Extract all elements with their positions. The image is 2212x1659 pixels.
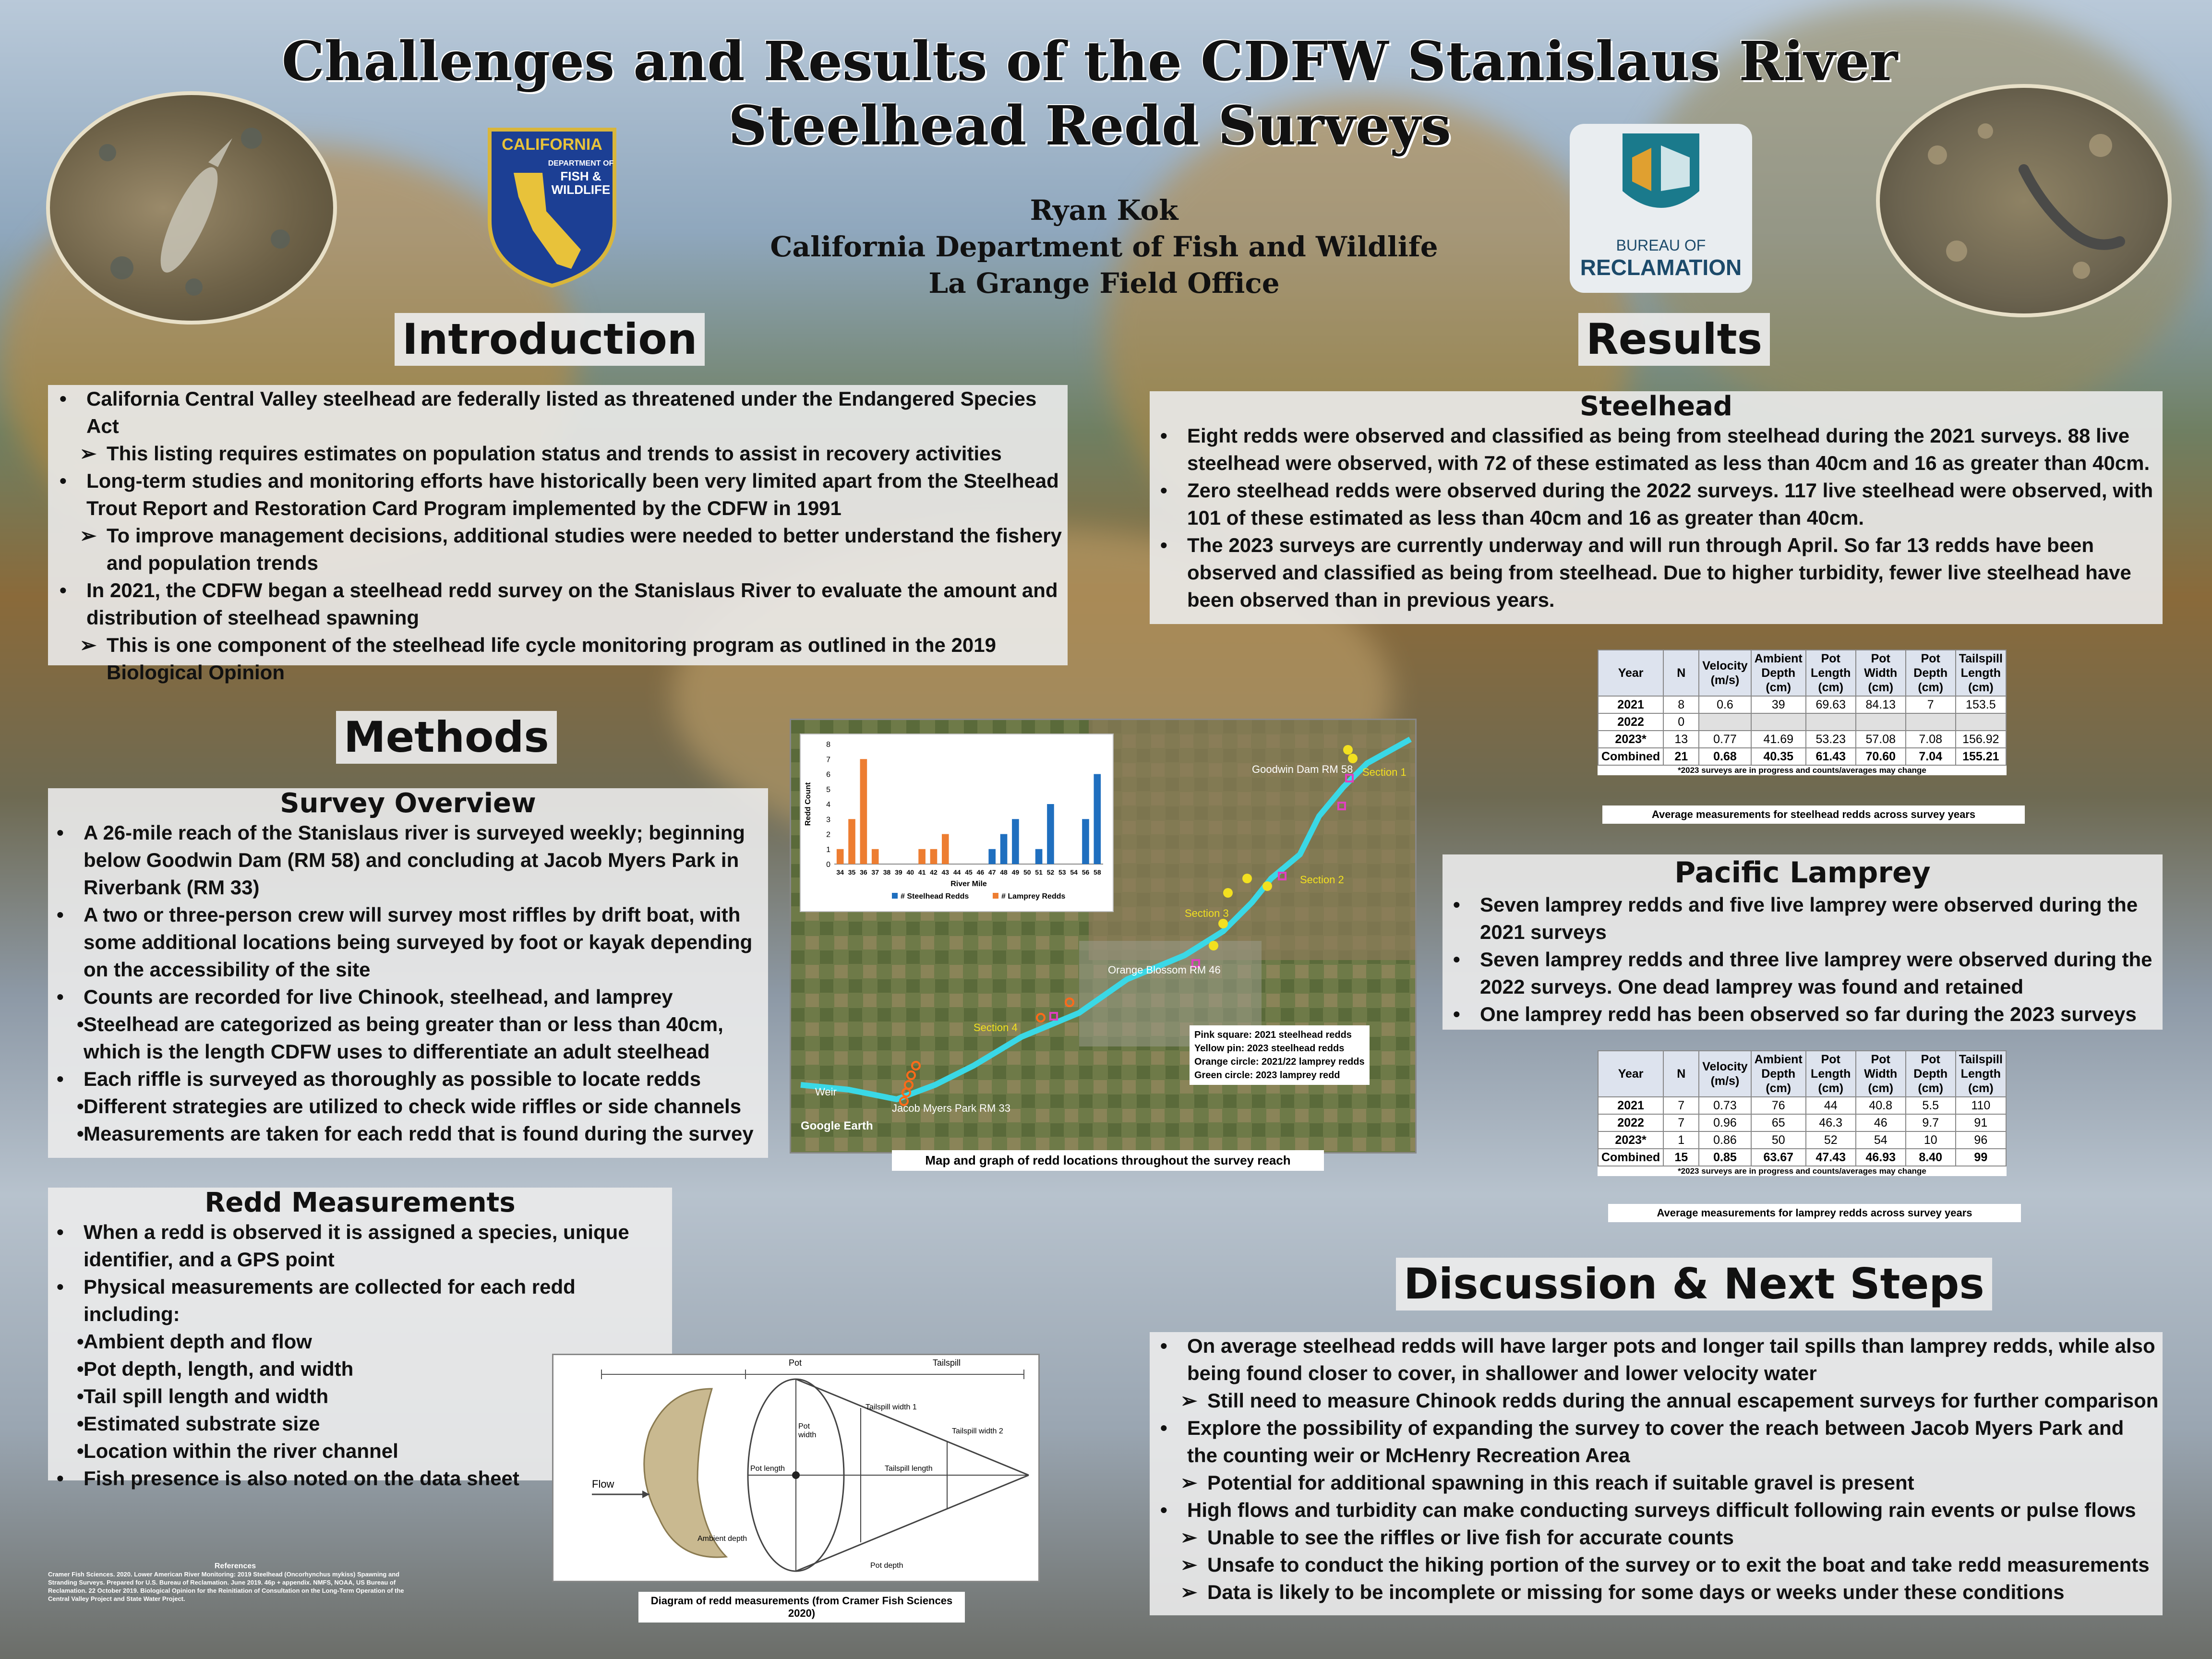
table-cell: 46	[1856, 1114, 1906, 1131]
y-tick-label: 2	[826, 830, 830, 839]
references-text: Cramer Fish Sciences. 2020. Lower American River Monitoring: 2019 Steelhead (Oncorhynchus mykiss) Spawning and Stranding Surveys. Prepared for U.S. Bureau of Reclamation. June 2019. 46p + appendix. NMFS, NOAA, US Bureau of Reclamation. 22 October 2019. Biological Opinion for the Reinitiation of Consultation on the Long-Term Operation of the Central Valley Project and State Water Project.	[48, 1571, 404, 1602]
table-cell: 46.93	[1856, 1149, 1906, 1166]
lamprey-table-caption: Average measurements for lamprey redds across survey years	[1608, 1204, 2021, 1222]
lamprey-title: Pacific Lamprey	[1674, 856, 1931, 890]
table-cell: 1	[1663, 1131, 1699, 1149]
x-tick-label: 38	[883, 868, 891, 876]
goodwin-dam-label: Goodwin Dam RM 58	[1252, 763, 1353, 775]
map-figure-caption: Map and graph of redd locations throughout the survey reach	[892, 1150, 1324, 1171]
steelhead-results-list	[1154, 422, 2159, 613]
table-cell: 53.23	[1806, 731, 1856, 748]
y-tick-label: 1	[826, 845, 830, 854]
table-header-cell: Pot Width (cm)	[1856, 650, 1906, 696]
survey-overview-title: Survey Overview	[280, 788, 536, 819]
table-row	[1598, 1149, 2006, 1166]
table-cell: 47.43	[1806, 1149, 1856, 1166]
table-header-cell: N	[1663, 650, 1699, 696]
table-cell: 7.04	[1906, 748, 1956, 765]
list-item: • Seven lamprey redds and three live lamprey were observed during the 2022 surveys. One dead lamprey was found and retained	[1446, 946, 2159, 1000]
x-tick-label: 44	[953, 868, 961, 876]
cdfw-logo-text: WILDLIFE	[551, 182, 611, 197]
lamprey-bar	[848, 819, 855, 864]
lamprey-bar	[930, 849, 938, 864]
x-tick-label: 47	[988, 868, 996, 876]
table-cell: 2023*	[1598, 731, 1663, 748]
legend-pink-square: Pink square: 2021 steelhead redds	[1194, 1030, 1352, 1040]
pot-label: Pot	[789, 1358, 802, 1368]
table-cell: 91	[1956, 1114, 2006, 1131]
author-block	[672, 192, 1536, 301]
x-axis-label: River Mile	[950, 880, 987, 888]
legend-green-circle: Green circle: 2023 lamprey redd	[1194, 1070, 1340, 1081]
discussion-box	[1150, 1332, 2163, 1615]
lamprey-results-box	[1443, 854, 2163, 1030]
legend-swatch	[993, 893, 998, 899]
map-figure	[790, 719, 1417, 1154]
x-tick-label: 36	[860, 868, 867, 876]
legend-orange-circle: Orange circle: 2021/22 lamprey redds	[1194, 1057, 1365, 1067]
flow-label: Flow	[592, 1478, 614, 1490]
list-item: • Steelhead are categorized as being greater than or less than 40cm, which is the length CDFW uses to differentiate an adult steelhead	[50, 1010, 766, 1065]
list-item: • Each riffle is surveyed as thoroughly as possible to locate redds	[50, 1065, 766, 1093]
table-cell: 61.43	[1806, 748, 1856, 765]
list-item: ➢ Still need to measure Chinook redds during the annual escapement surveys for further comparison	[1154, 1387, 2159, 1414]
table-row	[1598, 696, 2006, 713]
author-name: Ryan Kok	[1030, 194, 1178, 227]
list-item: ➢ To improve management decisions, additional studies were needed to better understand the fishery and population trends	[53, 522, 1063, 577]
table-cell: 41.69	[1751, 731, 1806, 748]
reclamation-logo-text: RECLAMATION	[1580, 255, 1742, 280]
lamprey-table-note: *2023 surveys are in progress and counts/averages may change	[1598, 1166, 2007, 1176]
table-cell: 57.08	[1856, 731, 1906, 748]
author-office: La Grange Field Office	[928, 267, 1280, 300]
legend-entry: # Lamprey Redds	[1001, 892, 1066, 901]
list-item: • One lamprey redd has been observed so far during the 2023 surveys	[1446, 1000, 2159, 1028]
steelhead-table-note: *2023 surveys are in progress and counts/averages may change	[1598, 766, 2007, 775]
table-cell	[1956, 713, 2006, 731]
x-tick-label: 48	[1000, 868, 1008, 876]
list-item: • Seven lamprey redds and five live lamprey were observed during the 2021 surveys	[1446, 891, 2159, 946]
table-cell: 8.40	[1906, 1149, 1956, 1166]
x-tick-label: 41	[918, 868, 926, 876]
list-item: • Pot depth, length, and width	[50, 1355, 670, 1382]
table-cell: 9.7	[1906, 1114, 1956, 1131]
table-cell: 40.8	[1856, 1097, 1906, 1114]
google-earth-watermark: Google Earth	[801, 1119, 873, 1132]
table-header-cell: Ambient Depth (cm)	[1751, 650, 1806, 696]
references-block	[48, 1562, 422, 1603]
introduction-heading: Introduction	[395, 313, 705, 366]
table-cell: 0.77	[1699, 731, 1751, 748]
y-axis-label: Redd Count	[804, 782, 812, 826]
list-item: • Different strategies are utilized to check wide riffles or side channels	[50, 1093, 766, 1120]
steelhead-measurements-table	[1598, 649, 2007, 766]
table-header-cell: Pot Depth (cm)	[1906, 650, 1956, 696]
x-tick-label: 34	[836, 868, 844, 876]
tailspill-width-1-label: Tailspill width 1	[866, 1403, 917, 1411]
table-cell: 0	[1663, 713, 1699, 731]
table-cell	[1906, 713, 1956, 731]
steelhead-results-box	[1150, 391, 2163, 624]
list-item: ➢ Unable to see the riffles or live fish for accurate counts	[1154, 1524, 2159, 1551]
list-item: ➢ Data is likely to be incomplete or missing for some days or weeks under these conditions	[1154, 1578, 2159, 1606]
x-tick-label: 58	[1094, 868, 1101, 876]
table-cell	[1806, 713, 1856, 731]
introduction-list	[53, 385, 1063, 686]
table-header-cell: N	[1663, 1051, 1699, 1097]
table-cell: 52	[1806, 1131, 1856, 1149]
table-header-cell: Velocity (m/s)	[1699, 650, 1751, 696]
lamprey-bar	[918, 849, 926, 864]
table-cell: 155.21	[1956, 748, 2006, 765]
x-tick-label: 37	[871, 868, 879, 876]
redd-diagram	[552, 1354, 1040, 1582]
x-tick-label: 40	[906, 868, 914, 876]
steelhead-bar	[1012, 819, 1019, 864]
table-cell: 2023*	[1598, 1131, 1663, 1149]
table-row	[1598, 748, 2006, 765]
reclamation-logo	[1570, 124, 1752, 293]
table-cell: 39	[1751, 696, 1806, 713]
table-header-cell: Pot Depth (cm)	[1906, 1051, 1956, 1097]
table-cell: Combined	[1598, 1149, 1663, 1166]
table-cell: 63.67	[1751, 1149, 1806, 1166]
list-item: ➢ Unsafe to conduct the hiking portion of the survey or to exit the boat and take redd measurements	[1154, 1551, 2159, 1578]
table-header-cell: Ambient Depth (cm)	[1751, 1051, 1806, 1097]
table-cell: 15	[1663, 1149, 1699, 1166]
list-item: • Long-term studies and monitoring efforts have historically been very limited apart from the Steelhead Trout Report and Restoration Card Program implemented by the CDFW in 1991	[53, 467, 1063, 522]
lamprey-results-list	[1446, 891, 2159, 1028]
discussion-list	[1154, 1332, 2159, 1606]
table-header-cell: Pot Length (cm)	[1806, 650, 1856, 696]
lamprey-bar	[837, 849, 844, 864]
x-tick-label: 45	[965, 868, 973, 876]
list-item: • High flows and turbidity can make conducting surveys difficult following rain events or pulse flows	[1154, 1496, 2159, 1524]
table-cell: 84.13	[1856, 696, 1906, 713]
table-cell: 50	[1751, 1131, 1806, 1149]
jacob-myers-park-label: Jacob Myers Park RM 33	[892, 1102, 1010, 1114]
table-cell: 7	[1663, 1097, 1699, 1114]
author-organization: California Department of Fish and Wildlife	[770, 230, 1438, 263]
results-heading: Results	[1578, 313, 1770, 366]
list-item: • On average steelhead redds will have larger pots and longer tail spills than lamprey redds, while also being found closer to cover, in shallower and lower velocity water	[1154, 1332, 2159, 1387]
ambient-depth-label: Ambient depth	[697, 1535, 747, 1543]
x-tick-label: 46	[976, 868, 985, 876]
table-cell: Combined	[1598, 748, 1663, 765]
table-cell: 13	[1663, 731, 1699, 748]
x-tick-label: 51	[1035, 868, 1043, 876]
list-item: • A 26-mile reach of the Stanislaus river is surveyed weekly; beginning below Goodwin Dam (RM 58) and concluding at Jacob Myers Park in Riverbank (RM 33)	[50, 819, 766, 901]
list-item: • A two or three-person crew will survey most riffles by drift boat, with some additional locations being surveyed by foot or kayak depending on the accessibility of the site	[50, 901, 766, 983]
survey-overview-list	[50, 819, 766, 1147]
redd-diagram-caption: Diagram of redd measurements (from Cramer Fish Sciences 2020)	[638, 1592, 965, 1623]
steelhead-table-caption: Average measurements for steelhead redds across survey years	[1602, 805, 2025, 824]
table-header-cell: Year	[1598, 1051, 1663, 1097]
cdfw-logo-text: DEPARTMENT OF	[548, 159, 614, 168]
references-title: References	[214, 1562, 256, 1570]
table-cell: 153.5	[1956, 696, 2006, 713]
table-cell	[1699, 713, 1751, 731]
pot-length-label: Pot length	[750, 1465, 785, 1473]
list-item: • Estimated substrate size	[50, 1410, 670, 1437]
list-item: • Fish presence is also noted on the data sheet	[50, 1465, 670, 1492]
table-header-cell: Pot Length (cm)	[1806, 1051, 1856, 1097]
y-tick-label: 3	[826, 816, 830, 824]
legend-yellow-pin: Yellow pin: 2023 steelhead redds	[1194, 1043, 1345, 1054]
y-tick-label: 0	[826, 861, 830, 869]
section-4-label: Section 4	[974, 1022, 1018, 1034]
lamprey-icon	[1880, 88, 2168, 313]
pot-depth-label: Pot depth	[870, 1562, 903, 1570]
table-cell: 7.08	[1906, 731, 1956, 748]
table-cell: 0.73	[1699, 1097, 1751, 1114]
table-cell	[1751, 713, 1806, 731]
list-item: • The 2023 surveys are currently underway and will run through April. So far 13 redds have been observed and classified as being from steelhead. Due to higher turbidity, fewer live steelhead have been observed than in previous years.	[1154, 531, 2159, 613]
table-cell: 0.86	[1699, 1131, 1751, 1149]
y-tick-label: 7	[826, 756, 830, 764]
table-cell: 46.3	[1806, 1114, 1856, 1131]
table-cell: 0.96	[1699, 1114, 1751, 1131]
x-tick-label: 39	[895, 868, 902, 876]
list-item: ➢ Potential for additional spawning in this reach if suitable gravel is present	[1154, 1469, 2159, 1496]
list-item: • Tail spill length and width	[50, 1382, 670, 1410]
steelhead-bar	[988, 849, 996, 864]
y-tick-label: 4	[826, 801, 830, 809]
table-cell: 0.68	[1699, 748, 1751, 765]
steelhead-bar	[1047, 804, 1054, 864]
table-row	[1598, 713, 2006, 731]
table-cell: 65	[1751, 1114, 1806, 1131]
table-row	[1598, 731, 2006, 748]
weir-label: Weir	[815, 1086, 837, 1098]
table-cell: 8	[1663, 696, 1699, 713]
introduction-box	[48, 385, 1068, 684]
table-cell	[1856, 713, 1906, 731]
redd-diagram-svg	[553, 1355, 1038, 1581]
table-cell: 44	[1806, 1097, 1856, 1114]
list-item: • Explore the possibility of expanding the survey to cover the reach between Jacob Myers Park and the counting weir or McHenry Recreation Area	[1154, 1414, 2159, 1469]
map-legend	[1190, 1025, 1370, 1085]
steelhead-bar	[1035, 849, 1043, 864]
table-cell: 96	[1956, 1131, 2006, 1149]
methods-heading: Methods	[336, 711, 557, 764]
table-cell: 2022	[1598, 713, 1663, 731]
x-tick-label: 56	[1082, 868, 1090, 876]
discussion-heading: Discussion & Next Steps	[1396, 1258, 1992, 1310]
list-item: • When a redd is observed it is assigned a species, unique identifier, and a GPS point	[50, 1218, 670, 1273]
lamprey-bar	[860, 759, 867, 864]
tailspill-width-2-label: Tailspill width 2	[952, 1427, 1003, 1435]
table-cell: 2021	[1598, 696, 1663, 713]
table-cell: 7	[1906, 696, 1956, 713]
x-tick-label: 50	[1023, 868, 1031, 876]
table-row	[1598, 1131, 2006, 1149]
tailspill-length-label: Tailspill length	[885, 1465, 933, 1473]
y-tick-label: 8	[826, 741, 830, 749]
table-cell: 156.92	[1956, 731, 2006, 748]
redd-measurements-title: Redd Measurements	[204, 1187, 516, 1218]
x-tick-label: 52	[1046, 868, 1055, 876]
table-cell: 0.6	[1699, 696, 1751, 713]
table-cell: 5.5	[1906, 1097, 1956, 1114]
table-cell: 99	[1956, 1149, 2006, 1166]
section-1-label: Section 1	[1362, 766, 1407, 778]
list-item: • Location within the river channel	[50, 1437, 670, 1465]
legend-entry: # Steelhead Redds	[901, 892, 969, 901]
cdfw-logo-text: FISH &	[560, 169, 601, 183]
list-item: ➢ This is one component of the steelhead life cycle monitoring program as outlined in the 2019 Biological Opinion	[53, 631, 1063, 686]
cdfw-logo	[485, 125, 619, 288]
table-header-cell: Tailspill Length (cm)	[1956, 650, 2006, 696]
table-cell: 21	[1663, 748, 1699, 765]
table-cell: 70.60	[1856, 748, 1906, 765]
steelhead-bar	[1094, 774, 1101, 865]
list-item: ➢ This listing requires estimates on population status and trends to assist in recovery activities	[53, 440, 1063, 467]
list-item: • Ambient depth and flow	[50, 1328, 670, 1355]
list-item: • California Central Valley steelhead are federally listed as threatened under the Endangered Species Act	[53, 385, 1063, 440]
table-header-cell: Pot Width (cm)	[1856, 1051, 1906, 1097]
cdfw-logo-text: CALIFORNIA	[502, 135, 602, 154]
lamprey-measurements-table	[1598, 1050, 2007, 1166]
x-tick-label: 42	[930, 868, 938, 876]
steelhead-table-wrap	[1598, 649, 2007, 775]
steelhead-fish-icon	[50, 95, 333, 321]
table-cell: 76	[1751, 1097, 1806, 1114]
ambient-shape	[644, 1389, 726, 1557]
section-2-label: Section 2	[1300, 874, 1344, 886]
table-cell: 40.35	[1751, 748, 1806, 765]
lamprey-bar	[942, 834, 949, 865]
redd-bar-chart	[800, 733, 1114, 912]
y-tick-label: 6	[826, 770, 830, 779]
x-tick-label: 54	[1070, 868, 1078, 876]
x-tick-label: 43	[941, 868, 950, 876]
table-cell: 110	[1956, 1097, 2006, 1114]
table-cell: 7	[1663, 1114, 1699, 1131]
steelhead-title: Steelhead	[1580, 391, 1732, 422]
list-item: • In 2021, the CDFW began a steelhead redd survey on the Stanislaus River to evaluate the amount and distribution of steelhead spawning	[53, 577, 1063, 631]
lamprey-photo	[1876, 84, 2172, 317]
steelhead-bar	[1082, 819, 1089, 864]
survey-overview-box	[48, 788, 768, 1158]
table-cell: 69.63	[1806, 696, 1856, 713]
x-tick-label: 49	[1011, 868, 1020, 876]
table-cell: 54	[1856, 1131, 1906, 1149]
table-cell: 0.85	[1699, 1149, 1751, 1166]
list-item: • Zero steelhead redds were observed during the 2022 surveys. 117 live steelhead were observed, with 101 of these estimated as less than 40cm and 16 as greater than 40cm.	[1154, 477, 2159, 531]
table-row	[1598, 1114, 2006, 1131]
table-header-cell: Tailspill Length (cm)	[1956, 1051, 2006, 1097]
reclamation-logo-text: BUREAU OF	[1616, 237, 1706, 254]
steelhead-photo	[46, 91, 337, 325]
legend-swatch	[892, 893, 898, 899]
section-3-label: Section 3	[1185, 907, 1229, 919]
pot-width-label: Pot width	[798, 1422, 817, 1439]
list-item: • Counts are recorded for live Chinook, steelhead, and lamprey	[50, 983, 766, 1010]
table-cell: 2022	[1598, 1114, 1663, 1131]
table-header-cell: Year	[1598, 650, 1663, 696]
y-tick-label: 5	[826, 785, 830, 794]
title-line-1: Challenges and Results of the CDFW Stanislaus River	[281, 30, 1898, 93]
tailspill-label: Tailspill	[933, 1358, 961, 1368]
title-line-2: Steelhead Redd Surveys	[728, 95, 1451, 157]
table-header-cell: Velocity (m/s)	[1699, 1051, 1751, 1097]
table-cell: 2021	[1598, 1097, 1663, 1114]
list-item: • Eight redds were observed and classified as being from steelhead during the 2021 surveys. 88 live steelhead were observed, with 72 of these estimated as less than 40cm and 16 as greater than 40cm.	[1154, 422, 2159, 477]
steelhead-bar	[1000, 834, 1008, 865]
x-tick-label: 53	[1058, 868, 1066, 876]
table-row	[1598, 1097, 2006, 1114]
x-tick-label: 35	[848, 868, 856, 876]
table-cell: 10	[1906, 1131, 1956, 1149]
lamprey-bar	[872, 849, 879, 864]
lamprey-table-wrap	[1598, 1050, 2007, 1176]
list-item: • Physical measurements are collected for each redd including:	[50, 1273, 670, 1328]
list-item: • Measurements are taken for each redd that is found during the survey	[50, 1120, 766, 1147]
orange-blossom-label: Orange Blossom RM 46	[1108, 964, 1221, 976]
redd-bar-chart-svg	[801, 734, 1113, 911]
